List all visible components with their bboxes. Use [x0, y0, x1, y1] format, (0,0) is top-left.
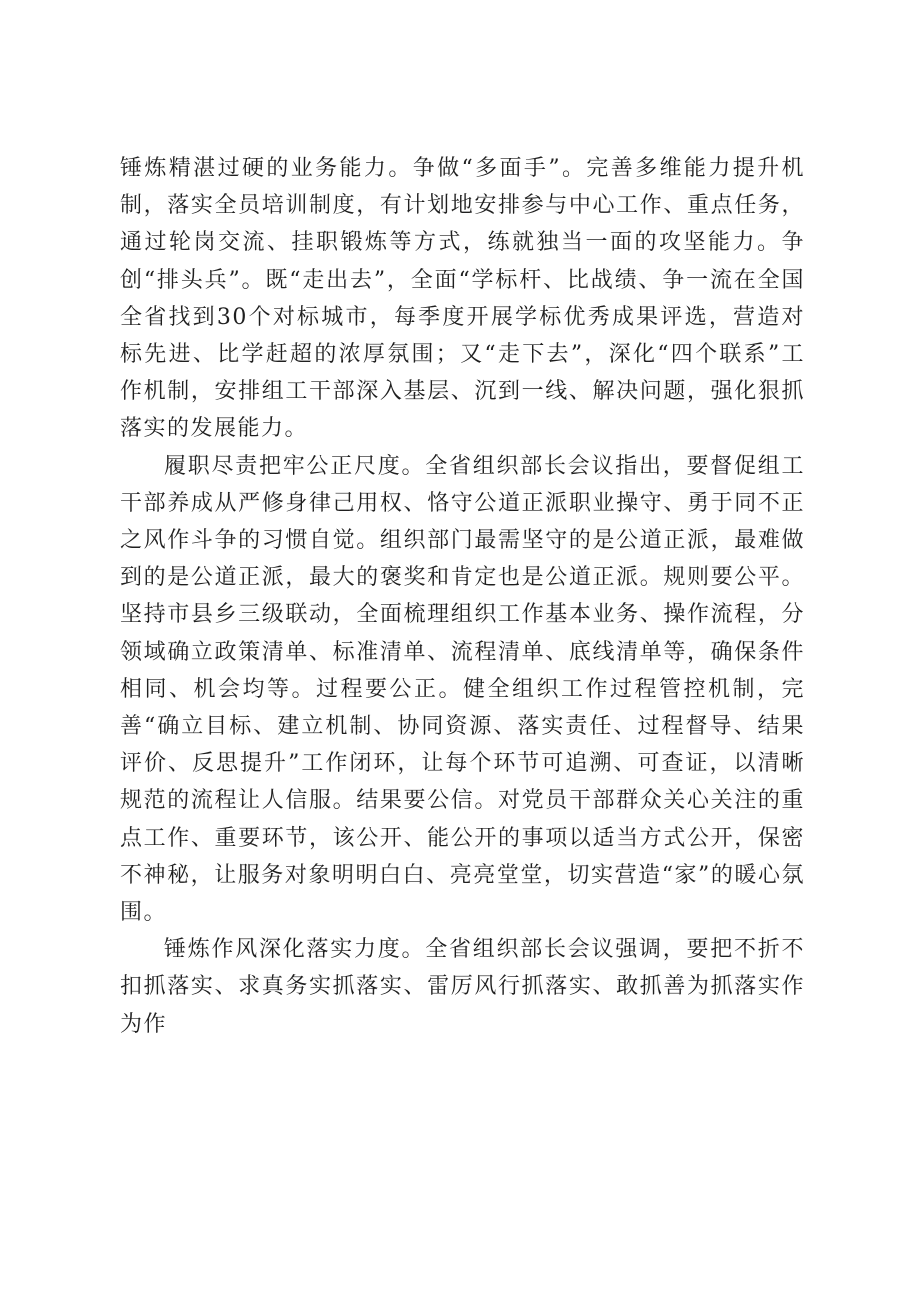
- paragraph-fairness: 履职尽责把牢公正尺度。全省组织部长会议指出，要督促组工干部养成从严修身律己用权、恪守公道正派职业操守、勇于同不正之风作斗争的习惯自觉。组织部门最需坚守的是公道正派，最难做到的是公道正派，最大的褒奖和肯定也是公道正派。规则要公平。坚持市县乡三级联动，全面梳理组织工作基本业务、操作流程，分领域确立政策清单、标准清单、流程清单、底线清单等，确保条件相同、机会均等。过程要公正。健全组织工作过程管控机制，完善“确立目标、建立机制、协同资源、落实责任、过程督导、结果评价、反思提升”工作闭环，让每个环节可追溯、可查证，以清晰规范的流程让人信服。结果要公信。对党员干部群众关心关注的重点工作、重要环节，该公开、能公开的事项以适当方式公开，保密不神秘，让服务对象明明白白、亮亮堂堂，切实营造“家”的暖心氛围。: [120, 453, 805, 926]
- paragraph-work-style: 锤炼作风深化落实力度。全省组织部长会议强调，要把不折不扣抓落实、求真务实抓落实、雷厉风行抓落实、敢抓善为抓落实作为作: [120, 937, 805, 1037]
- document-body: [120, 150, 805, 1043]
- paragraph-continued: 锤炼精湛过硬的业务能力。争做“多面手”。完善多维能力提升机制，落实全员培训制度，有计划地安排参与中心工作、重点任务，通过轮岗交流、挂职锻炼等方式，练就独当一面的攻坚能力。争创“排头兵”。既“走出去”，全面“学标杆、比战绩、争一流在全国全省找到30个对标城市，每季度开展学标优秀成果评选，营造对标先进、比学赶超的浓厚氛围；又“走下去”，深化“四个联系”工作机制，安排组工干部深入基层、沉到一线、解决问题，强化狠抓落实的发展能力。: [120, 156, 805, 442]
